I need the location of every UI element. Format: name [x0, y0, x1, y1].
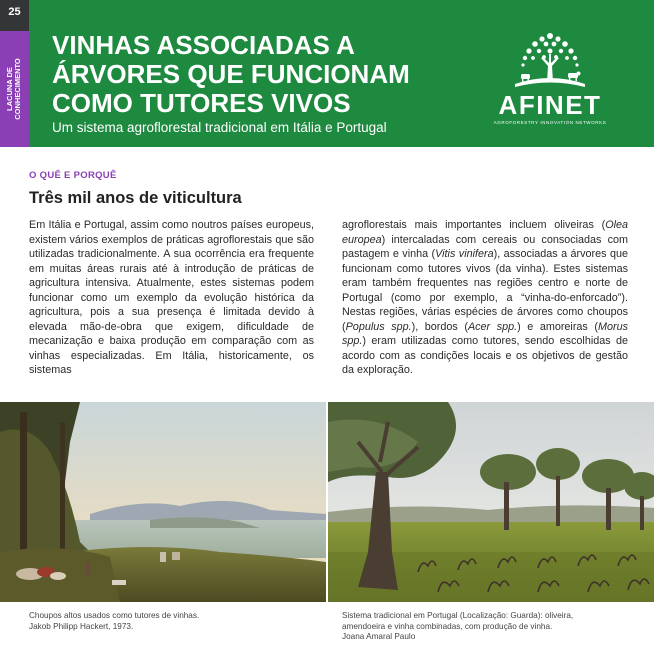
caption-right-line-3: Joana Amaral Paulo	[342, 632, 416, 641]
caption-left-line-2: Jakob Philipp Hackert, 1973.	[29, 621, 134, 631]
logo-wordmark: AFINET	[498, 90, 602, 120]
caption-left-line-1: Choupos altos usados como tutores de vinhas.	[29, 611, 200, 620]
painting-photo	[0, 402, 326, 602]
page-subtitle: Um sistema agroflorestal tradicional em Itália e Portugal	[52, 120, 387, 135]
body-column-right	[342, 218, 628, 378]
knowledge-gap-line2: CONHECIMENTO	[13, 58, 22, 120]
body-text: ) e amoreiras (	[517, 320, 598, 333]
page-title	[52, 31, 452, 118]
side-strip	[0, 0, 29, 147]
tree-logo-icon	[511, 30, 589, 90]
knowledge-gap-line1: LACUNA DE	[5, 67, 14, 111]
species-name: Acer spp.	[467, 320, 518, 333]
body-text: ), associadas a árvores que funcionam como tutores vivos (da vinha). Estes sistemas eram também frequentes nas regiões centro e norte de Portugal (como por exemplo, a “vinha-do-enforcado”). Nestas regiões, várias espécies de árvores como choupos (	[342, 248, 628, 333]
caption-right	[342, 611, 573, 643]
section-title: Três mil anos de viticultura	[29, 189, 242, 207]
species-name: Olea europea	[342, 219, 628, 246]
title-line-3: COMO TUTORES VIVOS	[52, 88, 351, 118]
species-name: Morus spp.	[342, 320, 628, 347]
body-text: ) intercaladas com cereais ou consociadas com pastagem e vinha (	[342, 233, 628, 260]
knowledge-gap-tag	[0, 31, 29, 147]
caption-left	[29, 611, 199, 632]
body-text: ) eram utilizadas como tutores, sendo escolhidas de acordo com as condições locais e os objetivos de gestão da exploração.	[342, 335, 628, 376]
header-band	[0, 0, 654, 147]
page-number: 25	[8, 6, 21, 18]
species-name: Vitis vinifera	[435, 248, 494, 260]
title-line-2: ÁRVORES QUE FUNCIONAM	[52, 59, 410, 89]
body-text: agroflorestais mais importantes incluem oliveiras (	[342, 219, 606, 231]
title-line-1: VINHAS ASSOCIADAS A	[52, 30, 355, 60]
section-label: O QUÊ E PORQUÊ	[29, 170, 117, 181]
knowledge-gap-label	[6, 58, 22, 120]
logo-tagline: AGROFORESTRY INNOVATION NETWORKS	[493, 120, 607, 125]
body-column-left: Em Itália e Portugal, assim como noutros países europeus, existem vários exemplos de práticas agroflorestais que são utilizadas tradicionalmente. A sua ocorrência era frequente em muitas áreas rurais até à introdução de práticas de agricultura intensiva. Atualmente, estes sistemas podem funcionar como um exemplo da evolução histórica da agricultura, pois a sua presença é limitada devido à elevada mão-de-obra que exigem, dificuldade de mecanização e baixa produção em comparação com as vinhas especializadas. Em Itália, historicamente, os sistemas	[29, 219, 314, 376]
body-text: ), bordos (	[411, 320, 468, 333]
species-name: Populus spp.	[345, 320, 412, 333]
caption-right-line-1: Sistema tradicional em Portugal (Localização: Guarda): oliveira,	[342, 611, 574, 620]
afinet-logo	[489, 30, 611, 130]
olive-vineyard-photo	[328, 402, 654, 602]
caption-right-line-2: amendoeira e vinha combinadas, com produção de vinha.	[342, 621, 553, 631]
